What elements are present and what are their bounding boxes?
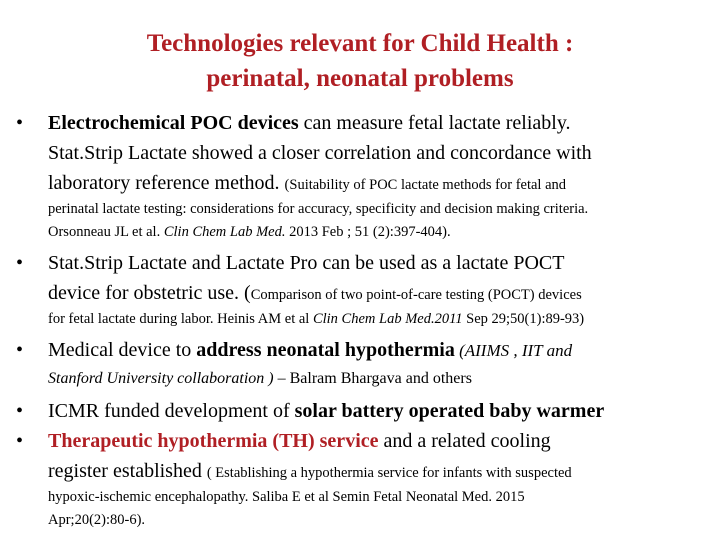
body-text: register established [48, 460, 207, 482]
citation-text: Orsonneau JL et al. [48, 224, 164, 240]
citation-text: perinatal lactate testing: considerations for accuracy, specificity and decision making criteria. [48, 201, 589, 217]
body-text: Stat.Strip Lactate and Lactate Pro can be used as a lactate POCT [48, 252, 565, 274]
citation-text: for fetal lactate during labor. Heinis AM et al [48, 311, 313, 327]
body-text: can measure fetal lactate reliably. [298, 112, 571, 134]
body-text: laboratory reference method. [48, 172, 285, 194]
italic-text: Stanford University collaboration ) [48, 370, 274, 387]
bullet-item-baby-warmer [16, 396, 720, 426]
body-text: ICMR funded development of [48, 400, 295, 422]
citation-text: Apr;20(2):80-6). [48, 512, 146, 528]
title-line-1: Technologies relevant for Child Health : [146, 30, 574, 57]
citation-journal: Clin Chem Lab Med.2011 [312, 311, 463, 327]
bullet-item-therapeutic-hypothermia [16, 426, 720, 532]
citation-journal: Clin Chem Lab Med. [163, 224, 286, 240]
bullet-item-hypothermia-device [16, 335, 720, 392]
citation-text: (Suitability of POC lactate methods for fetal and [284, 177, 567, 193]
bullet-item-poc-devices [16, 108, 720, 244]
bullet-dot: • [16, 339, 24, 361]
bold-text: solar battery operated baby warmer [294, 400, 605, 422]
citation-text: 2013 Feb ; 51 (2):397-404). [285, 224, 451, 240]
bold-text: address neonatal hypothermia [196, 339, 455, 361]
italic-text: (AIIMS , IIT and [454, 341, 573, 360]
bold-text: Electrochemical POC devices [48, 112, 299, 134]
body-text: device for obstetric use. ( [48, 282, 251, 304]
citation-text: ( Establishing a hypothermia service for infants with suspected [206, 465, 572, 481]
bullet-dot: • [16, 430, 24, 452]
body-text: and a related cooling [378, 430, 551, 452]
bullet-dot: • [16, 400, 24, 422]
bullet-item-lactate-pro [16, 248, 720, 331]
bullet-dot: • [16, 252, 24, 274]
citation-text: Comparison of two point-of-care testing (POCT) devices [250, 287, 582, 303]
title-line-2: perinatal, neonatal problems [206, 65, 514, 92]
citation-text: hypoxic-ischemic encephalopathy. Saliba E et al Semin Fetal Neonatal Med. 2015 [48, 489, 525, 505]
slide-title [20, 26, 700, 96]
highlight-text: Therapeutic hypothermia (TH) service [48, 430, 379, 452]
bullet-dot: • [16, 112, 24, 134]
bullet-list [16, 108, 720, 532]
body-text: Stat.Strip Lactate showed a closer correlation and concordance with [48, 142, 592, 164]
citation-text: Sep 29;50(1):89-93) [462, 311, 585, 327]
citation-text: – Balram Bhargava and others [273, 370, 472, 387]
body-text: Medical device to [48, 339, 197, 361]
